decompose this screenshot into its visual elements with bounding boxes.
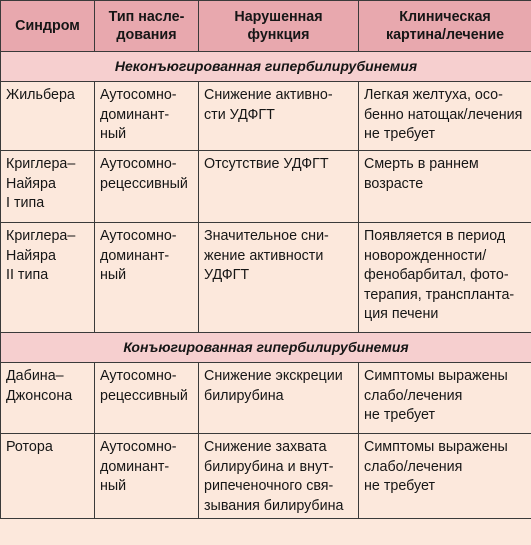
cell-inheritance: Аутосомно- доминант- ный <box>95 82 199 151</box>
section-row <box>1 52 531 82</box>
cell-syndrome: Ротора <box>1 434 95 519</box>
cell-clinical: Симптомы выражены слабо/лечения не требует <box>359 434 531 519</box>
header-row <box>1 1 531 52</box>
section-row <box>1 333 531 363</box>
header-syndrome: Синдром <box>1 1 95 52</box>
cell-function: Отсутствие УДФГТ <box>199 151 359 223</box>
header-clinical: Клиническая картина/лечение <box>359 1 531 52</box>
header-inheritance: Тип насле- дования <box>95 1 199 52</box>
cell-function: Снижение активно- сти УДФГТ <box>199 82 359 151</box>
cell-syndrome: Дабина– Джонсона <box>1 363 95 434</box>
cell-clinical: Легкая желтуха, осо- бенно натощак/лечения не требует <box>359 82 531 151</box>
cell-syndrome: Жильбера <box>1 82 95 151</box>
cell-clinical: Смерть в раннем возрасте <box>359 151 531 223</box>
cell-syndrome: Криглера– Найяра I типа <box>1 151 95 223</box>
table-row <box>1 151 531 223</box>
table-row <box>1 363 531 434</box>
cell-syndrome: Криглера– Найяра II типа <box>1 223 95 333</box>
cell-inheritance: Аутосомно- рецессивный <box>95 151 199 223</box>
section-title-conjugated: Конъюгированная гипербилирубинемия <box>1 333 531 363</box>
table-row <box>1 434 531 519</box>
cell-inheritance: Аутосомно- доминант- ный <box>95 434 199 519</box>
table-row <box>1 223 531 333</box>
table-row <box>1 82 531 151</box>
cell-inheritance: Аутосомно- рецессивный <box>95 363 199 434</box>
cell-inheritance: Аутосомно- доминант- ный <box>95 223 199 333</box>
cell-function: Снижение захвата билирубина и внут- рипеченочного свя- зывания билирубина <box>199 434 359 519</box>
cell-clinical: Симптомы выражены слабо/лечения не требует <box>359 363 531 434</box>
cell-function: Значительное сни- жение активности УДФГТ <box>199 223 359 333</box>
cell-function: Снижение экскреции билирубина <box>199 363 359 434</box>
header-function: Нарушенная функция <box>199 1 359 52</box>
section-title-unconjugated: Неконъюгированная гипербилирубинемия <box>1 52 531 82</box>
cell-clinical: Появляется в период новорожденности/ фенобарбитал, фото- терапия, транспланта- ция печени <box>359 223 531 333</box>
